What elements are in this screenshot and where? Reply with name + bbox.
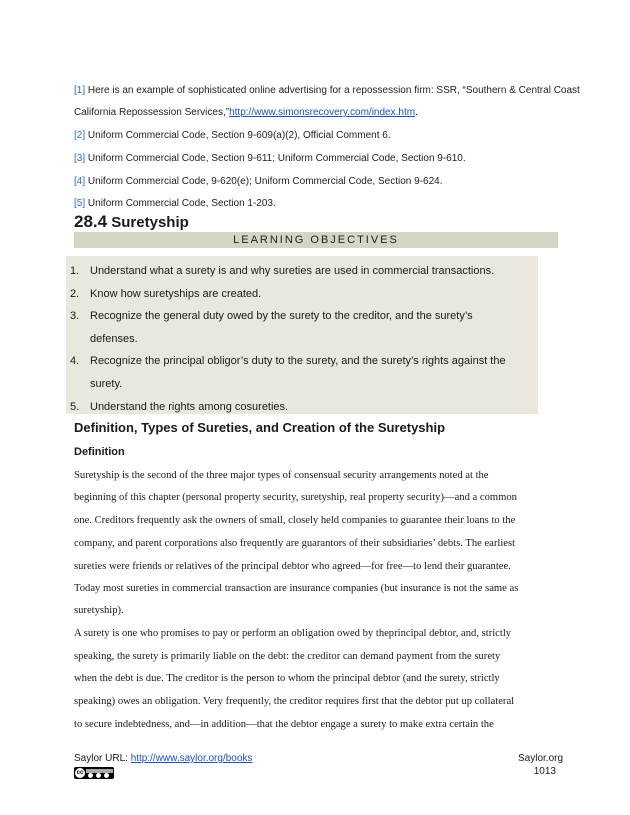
footnote-text: Uniform Commercial Code, Section 1-203. (87, 198, 276, 209)
body-line: A surety is one who promises to pay or perform an obligation owed by theprincipal debtor, and, strictly (74, 628, 512, 639)
footnote-text: Uniform Commercial Code, 9-620(e); Uniform Commercial Code, Section 9-624. (87, 176, 443, 187)
body-line: speaking, the surety is primarily liable on the debt: the creditor can demand payment from the surety (74, 651, 501, 662)
footnote-ref[interactable]: [5] (74, 198, 86, 209)
footnote-2 (74, 129, 554, 143)
objective-text-cont: defenses. (90, 333, 138, 345)
cc-license-badge-icon[interactable]: cc (74, 767, 114, 779)
subsection-heading: Definition, Types of Sureties, and Creation of the Suretyship (74, 420, 446, 435)
footer-url-link[interactable]: http://www.saylor.org/books (130, 753, 253, 764)
section-title (74, 212, 189, 232)
objective-number: 2. (70, 288, 80, 300)
footnote-ref[interactable]: [3] (74, 153, 86, 164)
objective-number: 4. (70, 355, 80, 367)
learning-objectives-header: LEARNING OBJECTIVES (74, 232, 558, 248)
footnote-text: Here is an example of sophisticated online advertising for a repossession firm: SSR, “Southern & Central Coast (87, 85, 580, 96)
footer-site: Saylor.org (518, 753, 564, 764)
definition-heading: Definition (74, 446, 125, 458)
footnote-1-cont (74, 106, 554, 120)
footnote-text: California Repossession Services,” (74, 107, 230, 118)
footnote-link[interactable]: http://www.simonsrecovery.com/index.htm (229, 107, 416, 118)
footnote-5 (74, 197, 554, 211)
objective-number: 5. (70, 401, 80, 413)
body-line: speaking) owes an obligation. Very frequently, the creditor requires first that the debtor put up collateral (74, 696, 515, 707)
body-line: suretyship). (74, 605, 124, 616)
footnote-text: Uniform Commercial Code, Section 9-611; Uniform Commercial Code, Section 9-610. (87, 153, 466, 164)
body-line: to secure indebtedness, and—in addition—that the debtor engage a surety to make extra certain the (74, 719, 494, 730)
body-line: sureties were friends or relatives of the principal debtor who agreed—for free—to lend their guarantee. (74, 561, 511, 572)
section-name: Suretyship (111, 214, 189, 231)
objective-number: 1. (70, 265, 80, 277)
body-line: one. Creditors frequently ask the owners of small, closely held companies to guarantee their loans to the (74, 515, 516, 526)
body-line: company, and parent corporations also frequently are guarantors of their subsidiaries’ debts. The earliest (74, 538, 516, 549)
body-line: Suretyship is the second of the three major types of consensual security arrangements noted at the (74, 470, 489, 481)
body-line: Today most sureties in commercial transaction are insurance companies (but insurance is not the same as (74, 583, 519, 594)
objective-text: Recognize the general duty owed by the surety to the creditor, and the surety’s (90, 310, 473, 322)
objective-text: Know how suretyships are created. (90, 288, 262, 300)
footnote-punct: . (415, 107, 418, 118)
footnote-3 (74, 152, 554, 166)
body-line: beginning of this chapter (personal property security, suretyship, real property security)—and a common (74, 492, 517, 503)
footnote-ref[interactable]: [1] (74, 85, 86, 96)
footnote-4 (74, 175, 554, 189)
objective-text: Understand what a surety is and why sureties are used in commercial transactions. (90, 265, 495, 277)
section-number: 28.4 (74, 212, 108, 231)
footer-url (74, 753, 252, 765)
footnote-text: Uniform Commercial Code, Section 9-609(a)(2), Official Comment 6. (87, 130, 391, 141)
objective-number: 3. (70, 310, 80, 322)
footnote-ref[interactable]: [4] (74, 176, 86, 187)
footnote-1 (74, 84, 580, 98)
footnote-ref[interactable]: [2] (74, 130, 86, 141)
body-line: when the debt is due. The creditor is the person to whom the principal debtor (and the surety, strictly (74, 673, 500, 684)
objective-text-cont: surety. (90, 378, 123, 390)
objective-text: Understand the rights among cosureties. (90, 401, 289, 413)
objective-text: Recognize the principal obligor’s duty to the surety, and the surety’s rights against the (90, 355, 506, 367)
footer-url-label: Saylor URL: (74, 753, 131, 764)
page-number: 1013 (533, 766, 556, 777)
